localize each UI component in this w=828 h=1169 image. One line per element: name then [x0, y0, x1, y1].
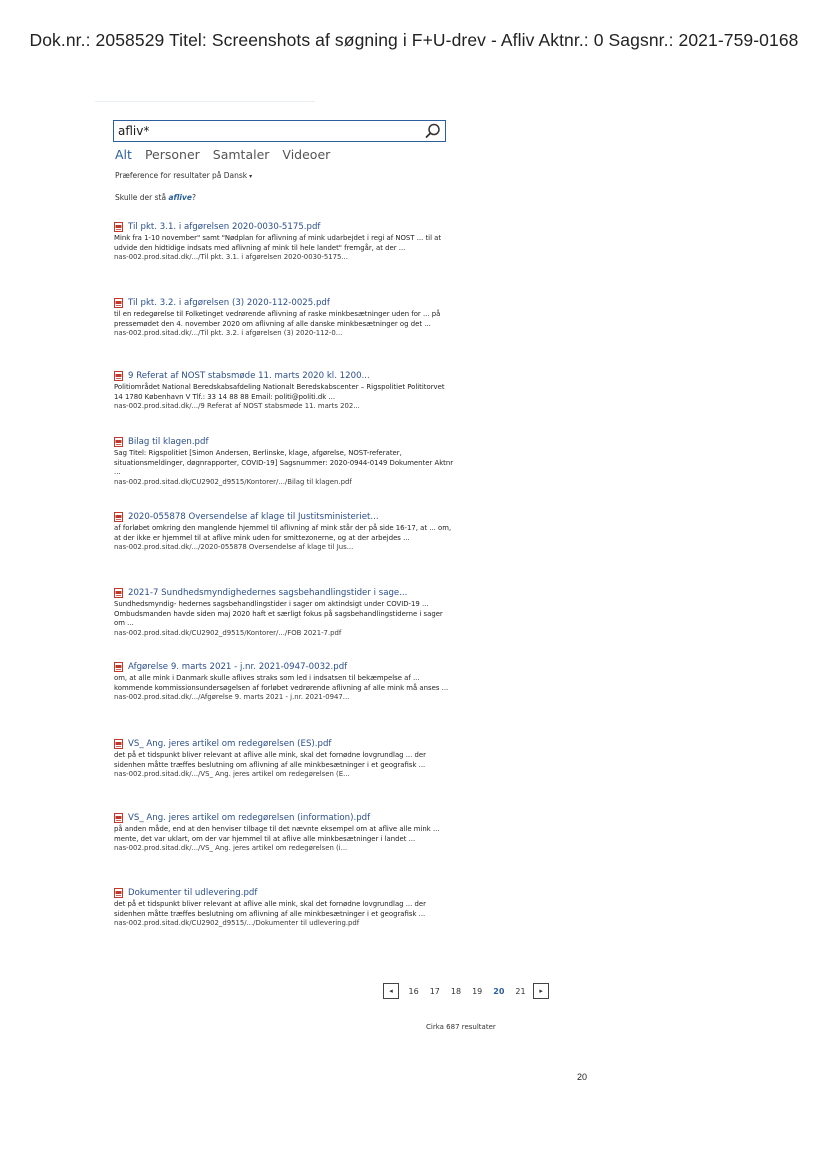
- result-snippet: på anden måde, end at den henviser tilbage til det nævnte eksempel om at aflive alle mink ... mente, det var uklart, om der var hjemmel til at aflive alle minkbesætninger i landet ...: [114, 825, 440, 843]
- page-link[interactable]: 18: [450, 986, 462, 996]
- tab-people[interactable]: Personer: [144, 147, 200, 162]
- result-url[interactable]: nas-002.prod.sitad.dk/CU2902_d9515/.../Dokumenter til udlevering.pdf: [114, 919, 360, 928]
- result-title: Dokumenter til udlevering.pdf: [128, 888, 258, 898]
- result-title: VS_ Ang. jeres artikel om redegørelsen (ES).pdf: [128, 739, 332, 749]
- result-title-link[interactable]: [114, 662, 454, 672]
- result-url[interactable]: nas-002.prod.sitad.dk/.../Til pkt. 3.2. i afgørelsen (3) 2020-112-0...: [114, 329, 343, 338]
- chevron-down-icon: ▾: [249, 173, 253, 180]
- result-title: Bilag til klagen.pdf: [128, 437, 209, 447]
- result-title-link[interactable]: [114, 588, 454, 598]
- result-title-link[interactable]: [114, 739, 454, 749]
- language-preference[interactable]: [115, 171, 252, 180]
- search-tabs: [115, 147, 343, 162]
- result-title-link[interactable]: [114, 888, 454, 898]
- page-link[interactable]: 21: [515, 986, 526, 996]
- current-page[interactable]: 20: [493, 986, 505, 996]
- result-title-link[interactable]: [114, 298, 454, 308]
- suggestion-suffix: ?: [191, 193, 196, 202]
- result-snippet: Sundhedsmyndig- hedernes sagsbehandlingstider i sager om aktindsigt under COVID-19 ... Ombudsmanden havde siden maj 2020 haft et særligt fokus på sagsbehandlingstiderne i sager om ...: [114, 600, 443, 628]
- pdf-file-icon: [114, 298, 123, 308]
- language-preference-label: Præference for resultater på Dansk: [115, 171, 248, 180]
- search-result: [114, 298, 454, 339]
- result-title: 2020-055878 Oversendelse af klage til Justitsministeriet...: [128, 512, 379, 522]
- result-url[interactable]: nas-002.prod.sitad.dk/CU2902_d9515/Kontorer/.../FOB 2021-7.pdf: [114, 628, 342, 637]
- search-input[interactable]: [118, 122, 418, 140]
- result-title: 9 Referat af NOST stabsmøde 11. marts 2020 kl. 1200...: [128, 371, 370, 381]
- result-title-link[interactable]: [114, 512, 454, 522]
- result-snippet: til en redegørelse til Folketinget vedrørende aflivning af raske minkbesætninger uden for ... på pressemødet den 4. november 2020 om aflivning af alle danske minkbesætninger og det ...: [114, 310, 441, 328]
- pagination: [383, 983, 549, 999]
- result-snippet: det på et tidspunkt bliver relevant at aflive alle mink, skal det fornødne lovgrundlag ... der sidenhen måtte træffes beslutning om aflivning af alle minkbesætninger i et geografisk ...: [114, 900, 426, 918]
- page-link[interactable]: 19: [472, 986, 483, 996]
- result-title-link[interactable]: [114, 371, 454, 381]
- page-number: 20: [577, 1072, 588, 1082]
- result-title: Afgørelse 9. marts 2021 - j.nr. 2021-0947-0032.pdf: [128, 662, 348, 672]
- pdf-file-icon: [114, 371, 123, 381]
- result-snippet: om, at alle mink i Danmark skulle aflives straks som led i indsatsen til bekæmpelse af ... kommende kommissionsundersøgelsen af forløbet vedrørende aflivning af alle mink må anses ...: [114, 674, 449, 692]
- page-link[interactable]: 16: [408, 986, 419, 996]
- previous-page-button[interactable]: ◂: [383, 983, 399, 999]
- search-result: [114, 588, 454, 638]
- suggestion-link[interactable]: aflive: [168, 193, 192, 202]
- pdf-file-icon: [114, 222, 123, 232]
- result-title-link[interactable]: [114, 437, 454, 447]
- search-result: [114, 662, 454, 703]
- pdf-file-icon: [114, 588, 123, 598]
- result-title-link[interactable]: [114, 813, 454, 823]
- result-url[interactable]: nas-002.prod.sitad.dk/.../Til pkt. 3.1. i afgørelsen 2020-0030-5175...: [114, 253, 348, 262]
- result-snippet: af forløbet omkring den manglende hjemmel til aflivning af mink står der på side 16-17, at ... om, at der ikke er hjemmel til at aflive mink uden for smittezonerne, og at der arbejdes ...: [114, 524, 452, 542]
- suggestion-prefix: Skulle der stå: [115, 193, 169, 202]
- result-title: 2021-7 Sundhedsmyndighedernes sagsbehandlingstider i sage...: [128, 588, 408, 598]
- result-url[interactable]: nas-002.prod.sitad.dk/.../2020-055878 Oversendelse af klage til Jus...: [114, 543, 354, 552]
- result-count: Cirka 687 resultater: [426, 1023, 496, 1031]
- pdf-file-icon: [114, 512, 123, 522]
- pdf-file-icon: [114, 662, 123, 672]
- search-result: [114, 512, 454, 553]
- document-header: Dok.nr.: 2058529 Titel: Screenshots af søgning i F+U-drev - Afliv Aktnr.: 0 Sagsnr.: 2021-759-0168: [29, 30, 799, 50]
- spelling-suggestion: [115, 193, 196, 202]
- result-url[interactable]: nas-002.prod.sitad.dk/CU2902_d9515/Kontorer/.../Bilag til klagen.pdf: [114, 477, 352, 486]
- result-url[interactable]: nas-002.prod.sitad.dk/.../9 Referat af NOST stabsmøde 11. marts 202...: [114, 402, 360, 411]
- tab-all[interactable]: Alt: [115, 147, 132, 162]
- pdf-file-icon: [114, 739, 123, 749]
- tab-conversations[interactable]: Samtaler: [212, 147, 270, 162]
- result-snippet: det på et tidspunkt bliver relevant at aflive alle mink, skal det fornødne lovgrundlag ... der sidenhen måtte træffes beslutning om aflivning af alle minkbesætninger i et geografisk ...: [114, 751, 426, 769]
- pdf-file-icon: [114, 813, 123, 823]
- pdf-file-icon: [114, 437, 123, 447]
- search-result: [114, 437, 454, 487]
- search-result: [114, 813, 454, 854]
- result-title: Til pkt. 3.1. i afgørelsen 2020-0030-5175.pdf: [128, 222, 321, 232]
- result-title: VS_ Ang. jeres artikel om redegørelsen (information).pdf: [128, 813, 371, 823]
- divider: [95, 101, 315, 102]
- result-url[interactable]: nas-002.prod.sitad.dk/.../VS_ Ang. jeres artikel om redegørelsen (E...: [114, 770, 350, 779]
- result-snippet: Politiområdet National Beredskabsafdeling Nationalt Beredskabscenter – Rigspolitiet Polititorvet 14 1780 København V Tlf.: 33 14 88 88 Email: politi@politi.dk ...: [114, 383, 445, 401]
- search-result: [114, 739, 454, 780]
- search-icon[interactable]: [424, 122, 442, 140]
- next-page-button[interactable]: ▸: [533, 983, 549, 999]
- result-title: Til pkt. 3.2. i afgørelsen (3) 2020-112-0025.pdf: [128, 298, 330, 308]
- pdf-file-icon: [114, 888, 123, 898]
- tab-videos[interactable]: Videoer: [282, 147, 331, 162]
- result-snippet: Sag Titel: Rigspolitiet [Simon Andersen, Berlinske, klage, afgørelse, NOST-referater, situationsmeldinger, døgnrapporter, COVID-19] Sagsnummer: 2020-0944-0149 Dokumenter Aktnr ...: [114, 449, 454, 477]
- search-box[interactable]: [113, 120, 446, 142]
- search-result: [114, 371, 454, 412]
- search-result: [114, 222, 454, 263]
- search-result: [114, 888, 454, 929]
- result-url[interactable]: nas-002.prod.sitad.dk/.../Afgørelse 9. marts 2021 - j.nr. 2021-0947...: [114, 693, 350, 702]
- result-title-link[interactable]: [114, 222, 454, 232]
- result-url[interactable]: nas-002.prod.sitad.dk/.../VS_ Ang. jeres artikel om redegørelsen (i...: [114, 844, 348, 853]
- page-link[interactable]: 17: [429, 986, 440, 996]
- result-snippet: Mink fra 1-10 november" samt "Nødplan for aflivning af mink udarbejdet i regi af NOST ... til at udvide den hidtidige indsats med aflivning af mink til hele landet" fremgår, at der ...: [114, 234, 442, 252]
